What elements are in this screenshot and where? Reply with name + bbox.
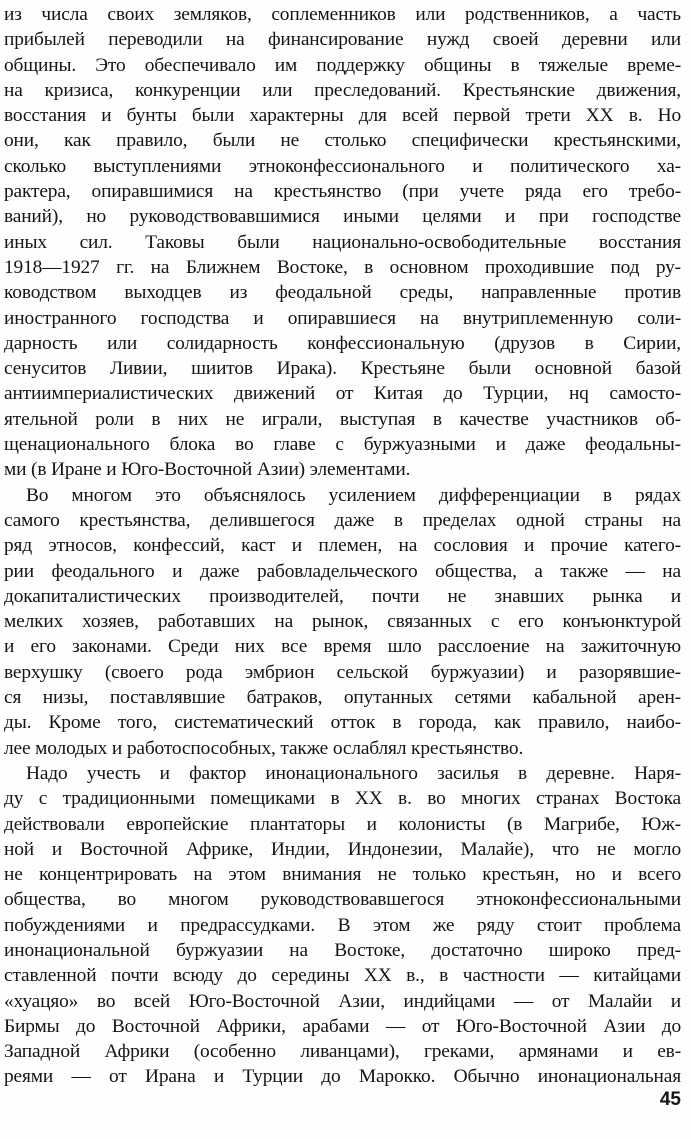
text-line: иных сил. Таковы были национально-освободительные восстания xyxy=(4,231,681,253)
text-line: дарность или солидарность конфессиональную (друзов в Сирии, xyxy=(4,332,681,354)
text-line: ды. Кроме того, систематический отток в города, как правило, наибо- xyxy=(4,712,681,734)
text-line: ной и Восточной Африке, Индии, Индонезии, Малайе), что не могло xyxy=(4,838,681,860)
text-line: ставленной почти всюду до середины XX в., в частности — китайцами xyxy=(4,965,681,987)
text-line: ся низы, поставлявшие батраков, опутанных сетями кабальной арен- xyxy=(4,687,681,709)
text-line: рии феодального и даже рабовладельческого общества, а также — на xyxy=(4,560,681,582)
text-line: Западной Африки (особенно ливанцами), греками, армянами и ев- xyxy=(4,1041,681,1063)
text-line: общины. Это обеспечивало им поддержку общины в тяжелые време- xyxy=(4,54,681,76)
text-line: на кризиса, конкуренции или преследований. Крестьянские движения, xyxy=(4,79,681,101)
text-line: верхушку (своего рода эмбрион сельской буржуазии) и разорявшие- xyxy=(4,661,681,683)
text-line: ваний), но руководствовавшимися иными целями и при господстве xyxy=(4,206,681,228)
text-line: лее молодых и работоспособных, также ослаблял крестьянство. xyxy=(4,737,524,759)
text-line: общества, во многом руководствовавшегося этноконфессиональными xyxy=(4,889,681,911)
text-line: докапиталистических производителей, почти не знавших рынка и xyxy=(4,585,681,607)
text-line: действовали европейские плантаторы и колонисты (в Магрибе, Юж- xyxy=(4,813,681,835)
text-line: самого крестьянства, делившегося даже в пределах одной страны на xyxy=(4,509,681,531)
text-line: ми (в Иране и Юго-Восточной Азии) элементами. xyxy=(4,459,411,481)
text-line: ятельной роли в них не играли, выступая в качестве участников об- xyxy=(4,408,681,430)
paragraph-first-line: Во многом это объяснялось усилением дифференциации в рядах xyxy=(26,484,681,506)
text-line: сколько выступлениями этноконфессионального и политического ха- xyxy=(4,155,681,177)
text-line: прибылей переводили на финансирование нужд своей деревни или xyxy=(4,29,681,51)
paragraph-first-line: Надо учесть и фактор инонационального засилья в деревне. Наря- xyxy=(26,762,681,784)
text-line: ководством выходцев из феодальной среды, направленные против xyxy=(4,282,681,304)
text-line: реями — от Ирана и Турции до Марокко. Обычно инонациональная xyxy=(4,1066,681,1088)
text-line: и его законами. Среди них все время шло расслоение на зажиточную xyxy=(4,636,681,658)
page-number: 45 xyxy=(659,1089,681,1110)
body-text xyxy=(4,2,681,1090)
text-line: Бирмы до Восточной Африки, арабами — от Юго-Восточной Азии до xyxy=(4,1015,681,1037)
text-line: иностранного господства и опиравшиеся на внутриплеменную соли- xyxy=(4,307,681,329)
text-line: они, как правило, были не столько специфически крестьянскими, xyxy=(4,130,681,152)
text-line: ду с традиционными помещиками в XX в. во многих странах Востока xyxy=(4,788,681,810)
text-line: мелких хозяев, работавших на рынок, связанных с его конъюнктурой xyxy=(4,611,681,633)
text-line: рактера, опиравшимися на крестьянство (при учете ряда его требо- xyxy=(4,181,681,203)
text-line: ряд этносов, конфессий, каст и племен, на сословия и прочие катего- xyxy=(4,535,681,557)
text-line: «хуацяо» во всей Юго-Восточной Азии, индийцами — от Малайи и xyxy=(4,990,681,1012)
text-line: побуждениями и предрассудками. В этом же ряду стоит проблема xyxy=(4,914,681,936)
text-line: щенационального блока во главе с буржуазными и даже феодальны- xyxy=(4,434,681,456)
text-line: 1918—1927 гг. на Ближнем Востоке, в основном проходившие под ру- xyxy=(4,256,681,278)
text-line: сенуситов Ливии, шиитов Ирака). Крестьяне были основной базой xyxy=(4,358,681,380)
text-line: антиимпериалистических движений от Китая до Турции, нq самосто- xyxy=(4,383,681,405)
text-line: не концентрировать на этом внимания не только крестьян, но и всего xyxy=(4,864,681,886)
text-line: из числа своих земляков, соплеменников или родственников, а часть xyxy=(4,4,681,25)
text-line: инонациональной буржуазии на Востоке, достаточно широко пред- xyxy=(4,939,681,961)
text-line: восстания и бунты были характерны для всей первой трети XX в. Но xyxy=(4,105,681,127)
